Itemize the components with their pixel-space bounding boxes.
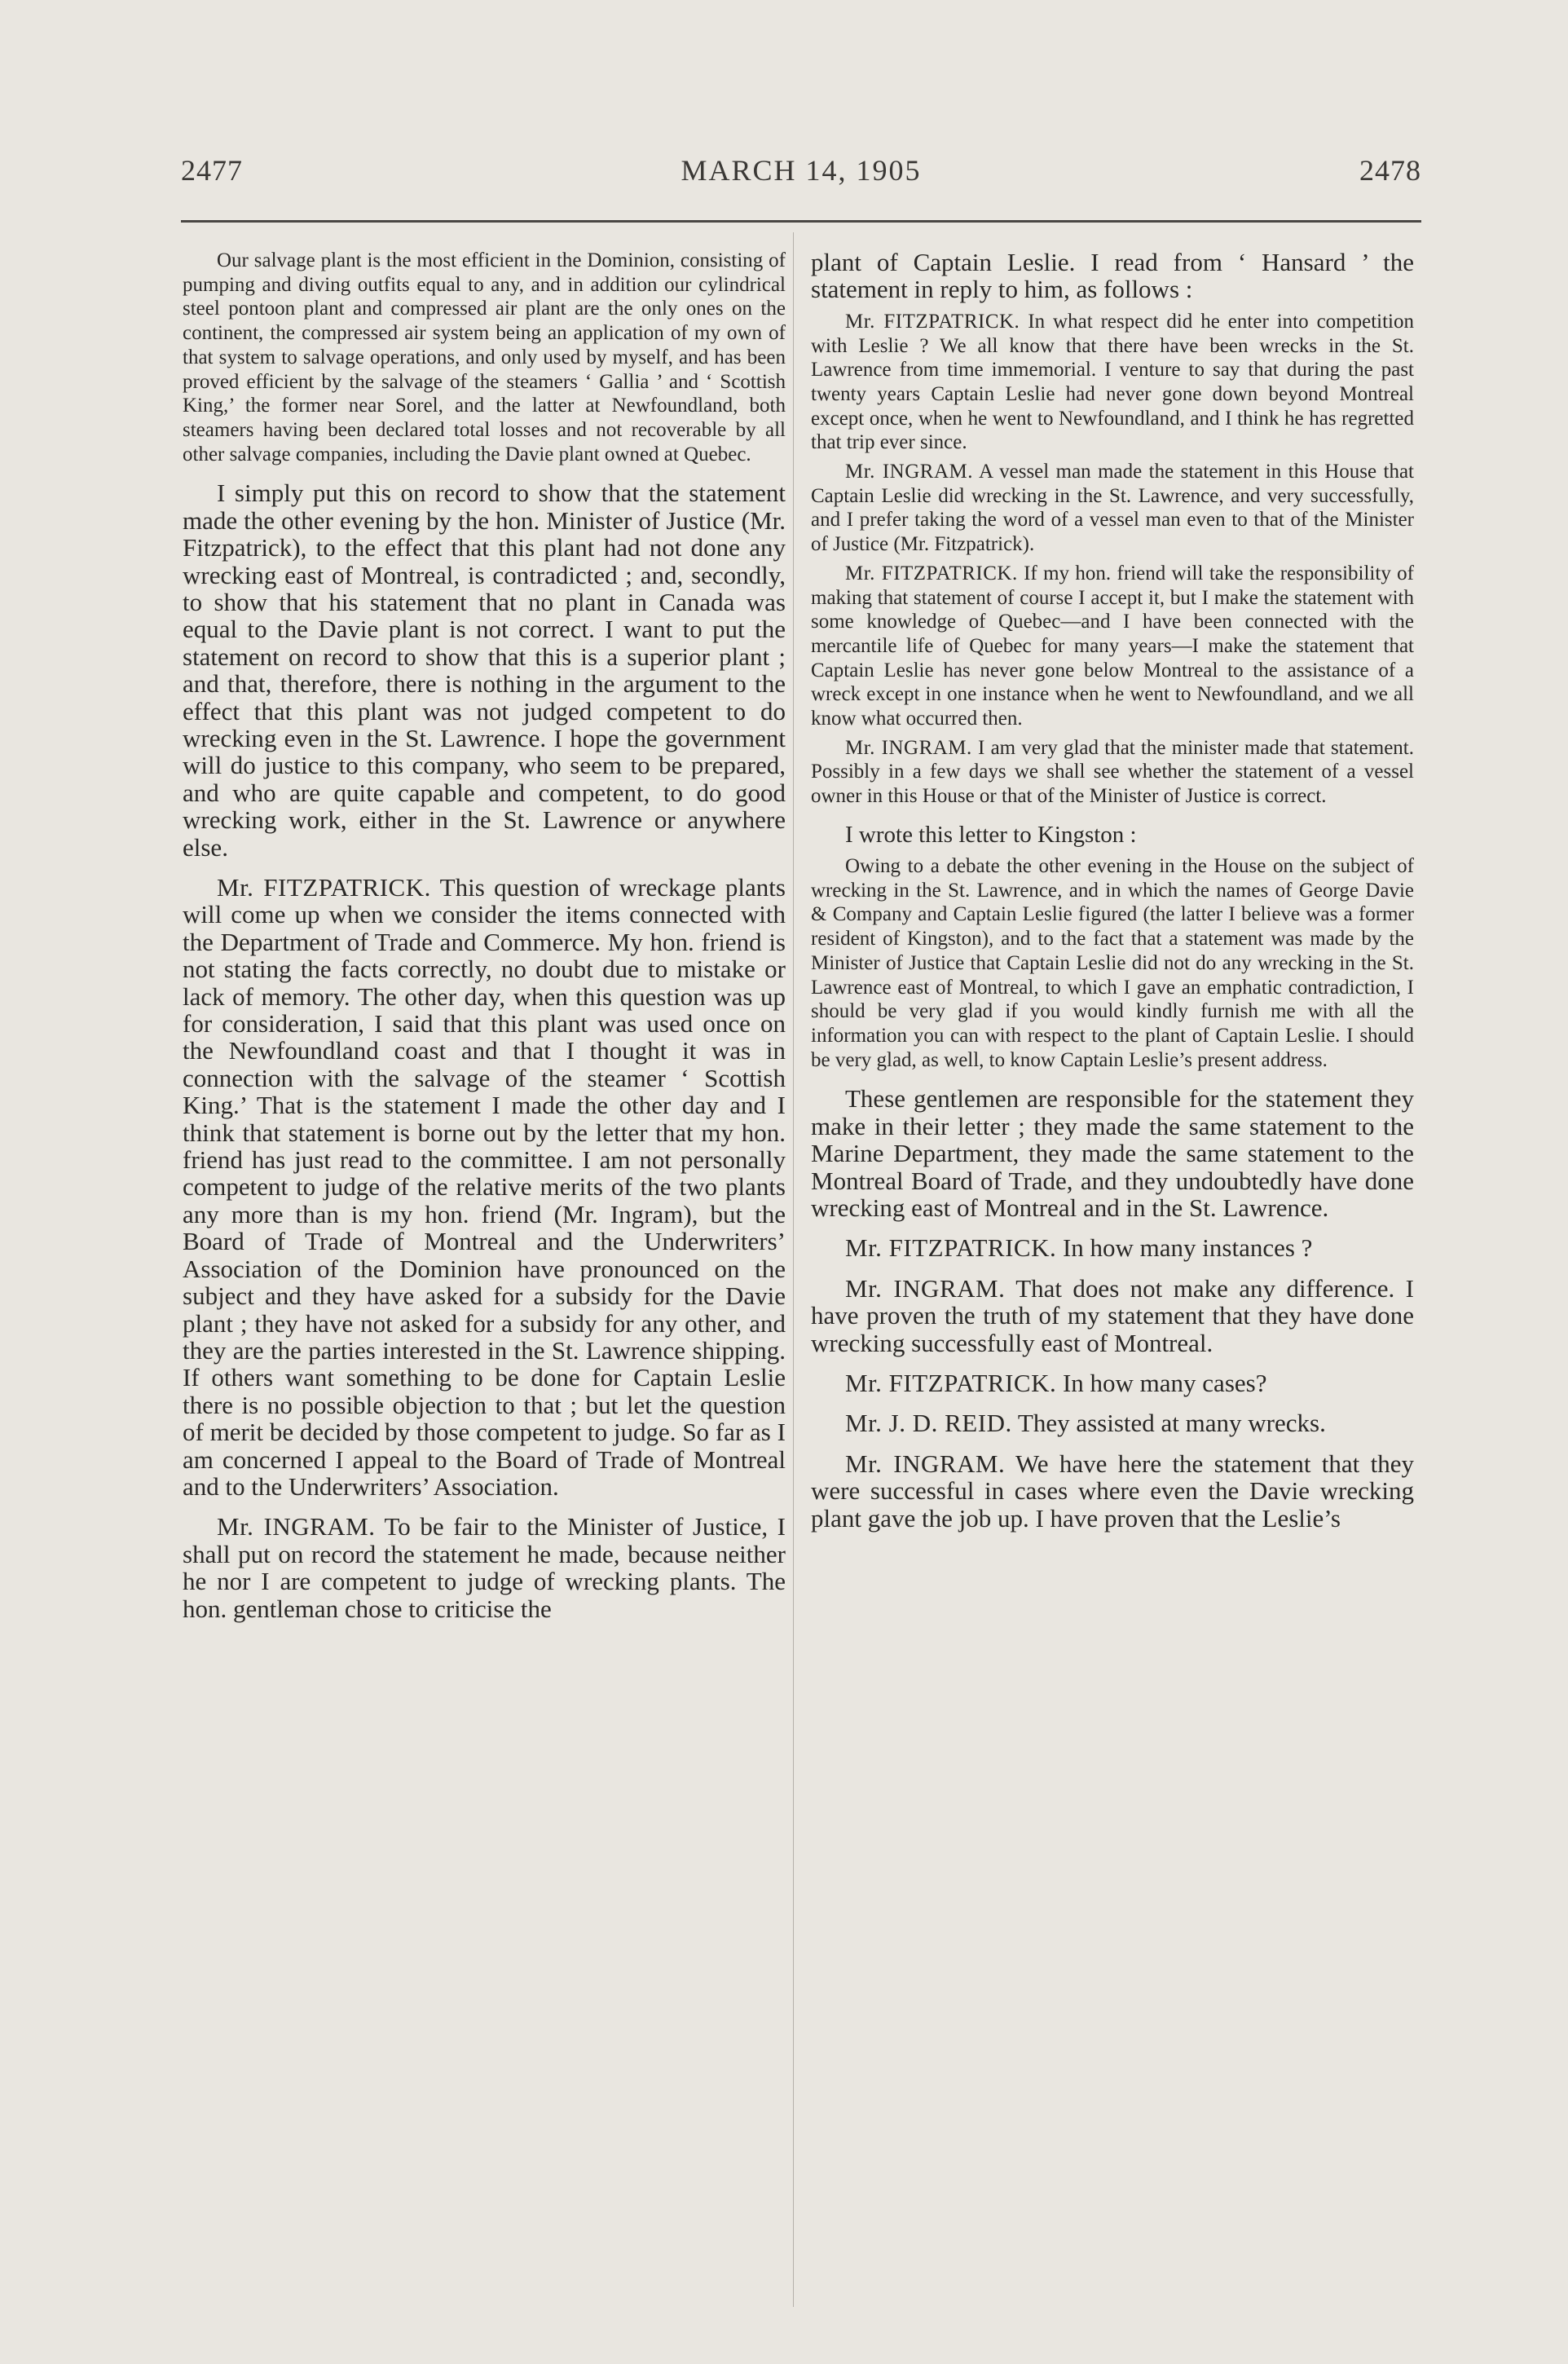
speech-ingram xyxy=(183,1513,786,1622)
hansard-quote-ingram xyxy=(811,460,1414,557)
page-date: MARCH 14, 1905 xyxy=(680,154,922,187)
speech-ingram-difference xyxy=(811,1275,1414,1356)
page-number-right: 2478 xyxy=(1359,154,1421,187)
speaker-name: Mr. FITZPATRICK. xyxy=(217,873,431,902)
speaker-name: Mr. INGRAM. xyxy=(845,1449,1006,1478)
speech-fitzpatrick xyxy=(183,874,786,1500)
letter-intro: I wrote this letter to Kingston : xyxy=(845,821,1137,848)
paragraph-record: I simply put this on record to show that the statement made the other evening by the hon. Minister of Justice (Mr. Fitzpatrick), to the effect that this plant had not done any wrecking east of Montreal, is contradicted ; and, secondly, to show that his statement that no plant in Canada was equal to the Davie plant is not correct. I want to put the statement on record to show that this is a superior plant ; and that, therefore, there is nothing in the argument to the effect that this plant was not judged competent to do wrecking even in the St. Lawrence. I hope the government will do justice to this company, who seem to be prepared, and who are quite capable and competent, to do good wrecking work, either in the St. Lawrence or anywhere else. xyxy=(183,479,786,862)
speech-text: In how many instances ? xyxy=(1062,1233,1313,1263)
speaker-name: Mr. INGRAM. xyxy=(845,1273,1006,1303)
speech-text: In how many cases? xyxy=(1062,1369,1267,1398)
page-number-left: 2477 xyxy=(181,154,243,187)
speaker-name: Mr. FITZPATRICK. xyxy=(845,1233,1057,1263)
speaker-name: Mr. J. D. REID. xyxy=(845,1409,1012,1438)
letter-text: Owing to a debate the other evening in the House on the subject of wrecking in the St. Lawrence, and in which the names of George Davie & Company and Captain Leslie figured (the latter I believe was a former resident of Kingston), and to the fact that a statement was made by the Minister of Justice that Captain Leslie did not do any wrecking in the St. Lawrence east of Montreal, to which I gave an emphatic contradiction, I should be very glad if you would kindly furnish me with all the information you can with respect to the plant of Captain Leslie. I should be very glad, as well, to know Captain Leslie’s present address. xyxy=(811,855,1414,1071)
speech-text: To be fair to the Minister of Justice, I shall put on record the statement he made, because neither he nor I are competent to judge of wrecking plants. The hon. gentleman chose to criticise the xyxy=(183,1512,786,1623)
header-rule xyxy=(181,220,1421,223)
speech-text: We have here the statement that they were successful in cases where even the Davie wrecking plant gave the job up. I have proven that the Leslie’s xyxy=(811,1449,1414,1533)
speech-fitzpatrick-cases xyxy=(811,1369,1414,1396)
speaker-name: Mr. FITZPATRICK. xyxy=(845,310,1020,333)
speaker-name: Mr. INGRAM. xyxy=(217,1512,376,1541)
right-column xyxy=(811,249,1414,1532)
speaker-name: Mr. INGRAM. xyxy=(845,736,972,759)
speech-text: This question of wreckage plants will come up when we consider the items connected with the Department of Trade and Commerce. My hon. friend is not stating the facts correctly, no doubt due to mistake or lack of memory. The other day, when this question was up for consideration, I said that this plant was used once on the Newfoundland coast and that I thought it was in connection with the salvage of the steamer ‘ Scottish King.’ That is the statement I made the other day and I think that statement is borne out by the letter that my hon. friend has just read to the committee. I am not personally competent to judge of the relative merits of the two plants any more than is my hon. friend (Mr. Ingram), but the Board of Trade of Montreal and the Underwriters’ Association of the Dominion have pronounced on the subject and they have asked for a subsidy for the Davie plant ; they have not asked for a subsidy for any other, and they are the parties interested in the St. Lawrence shipping. If others want something to be done for Captain Leslie there is no possible objection to that ; but let the question of merit be decided by those competent to judge. So far as I am concerned I appeal to the Board of Trade of Montreal and to the Underwriters’ Association. xyxy=(183,873,786,1501)
speech-fitzpatrick-instances xyxy=(811,1234,1414,1261)
speaker-name: Mr. INGRAM. xyxy=(845,461,973,483)
quote-text: I am very glad that the minister made that statement. Possibly in a few days we shall see whether the statement of a vessel owner in this House or that of the Minister of Justice is correct. xyxy=(811,736,1414,808)
column-divider xyxy=(793,232,794,2307)
quote-text: A vessel man made the statement in this House that Captain Leslie did wrecking in the St. Lawrence, and very successfully, and I prefer taking the word of a vessel man even to that of the Minister of Justice (Mr. Fitzpatrick). xyxy=(811,461,1414,556)
quote-text: If my hon. friend will take the responsibility of making that statement of course I accept it, but I make the statement with some knowledge of Quebec—and I have been connected with the mercantile life of Quebec for many years—I make the statement that Captain Leslie has never gone below Montreal to the assistance of a wreck except in one instance when he went to Newfoundland, and we all know what occurred then. xyxy=(811,562,1415,730)
hansard-quote-fitzpatrick xyxy=(811,310,1414,455)
hansard-quote-fitzpatrick-2 xyxy=(811,562,1414,731)
paragraph-continuation: plant of Captain Leslie. I read from ‘ Hansard ’ the statement in reply to him, as follows : xyxy=(811,248,1414,304)
paragraph-gentlemen: These gentlemen are responsible for the statement they make in their letter ; they made the same statement to the Marine Department, they made the same statement to the Montreal Board of Trade, and they undoubtedly have done wrecking east of Montreal and in the St. Lawrence. xyxy=(811,1084,1414,1223)
quote-text: In what respect did he enter into competition with Leslie ? We all know that there have been wrecks in the St. Lawrence from time immemorial. I venture to say that during the past twenty years Captain Leslie had never gone down beyond Montreal except once, when he went to Newfoundland, and I think he has regretted that trip ever since. xyxy=(811,310,1415,454)
speech-reid xyxy=(811,1409,1414,1436)
salvage-quote: Our salvage plant is the most efficient in the Dominion, consisting of pumping and diving outfits equal to any, and in addition our cylindrical steel pontoon plant and compressed air plant are the only ones on the continent, the compressed air system being an application of my own of that system to salvage operations, and only used by myself, and has been proved efficient by the salvage of the steamers ‘ Gallia ’ and ‘ Scottish King,’ the former near Sorel, and the latter at Newfoundland, both steamers having been declared total losses and not recoverable by all other salvage companies, including the Davie plant owned at Quebec. xyxy=(183,249,786,465)
left-column xyxy=(183,249,786,1622)
hansard-quote-ingram-2 xyxy=(811,736,1414,809)
speech-text: That does not make any difference. I have proven the truth of my statement that they have done wrecking successfully east of Montreal. xyxy=(811,1273,1414,1357)
speaker-name: Mr. FITZPATRICK. xyxy=(845,562,1018,584)
page-header xyxy=(181,153,1421,194)
speech-text: They assisted at many wrecks. xyxy=(1017,1409,1326,1438)
speech-ingram-statement xyxy=(811,1450,1414,1532)
speaker-name: Mr. FITZPATRICK. xyxy=(845,1369,1057,1398)
